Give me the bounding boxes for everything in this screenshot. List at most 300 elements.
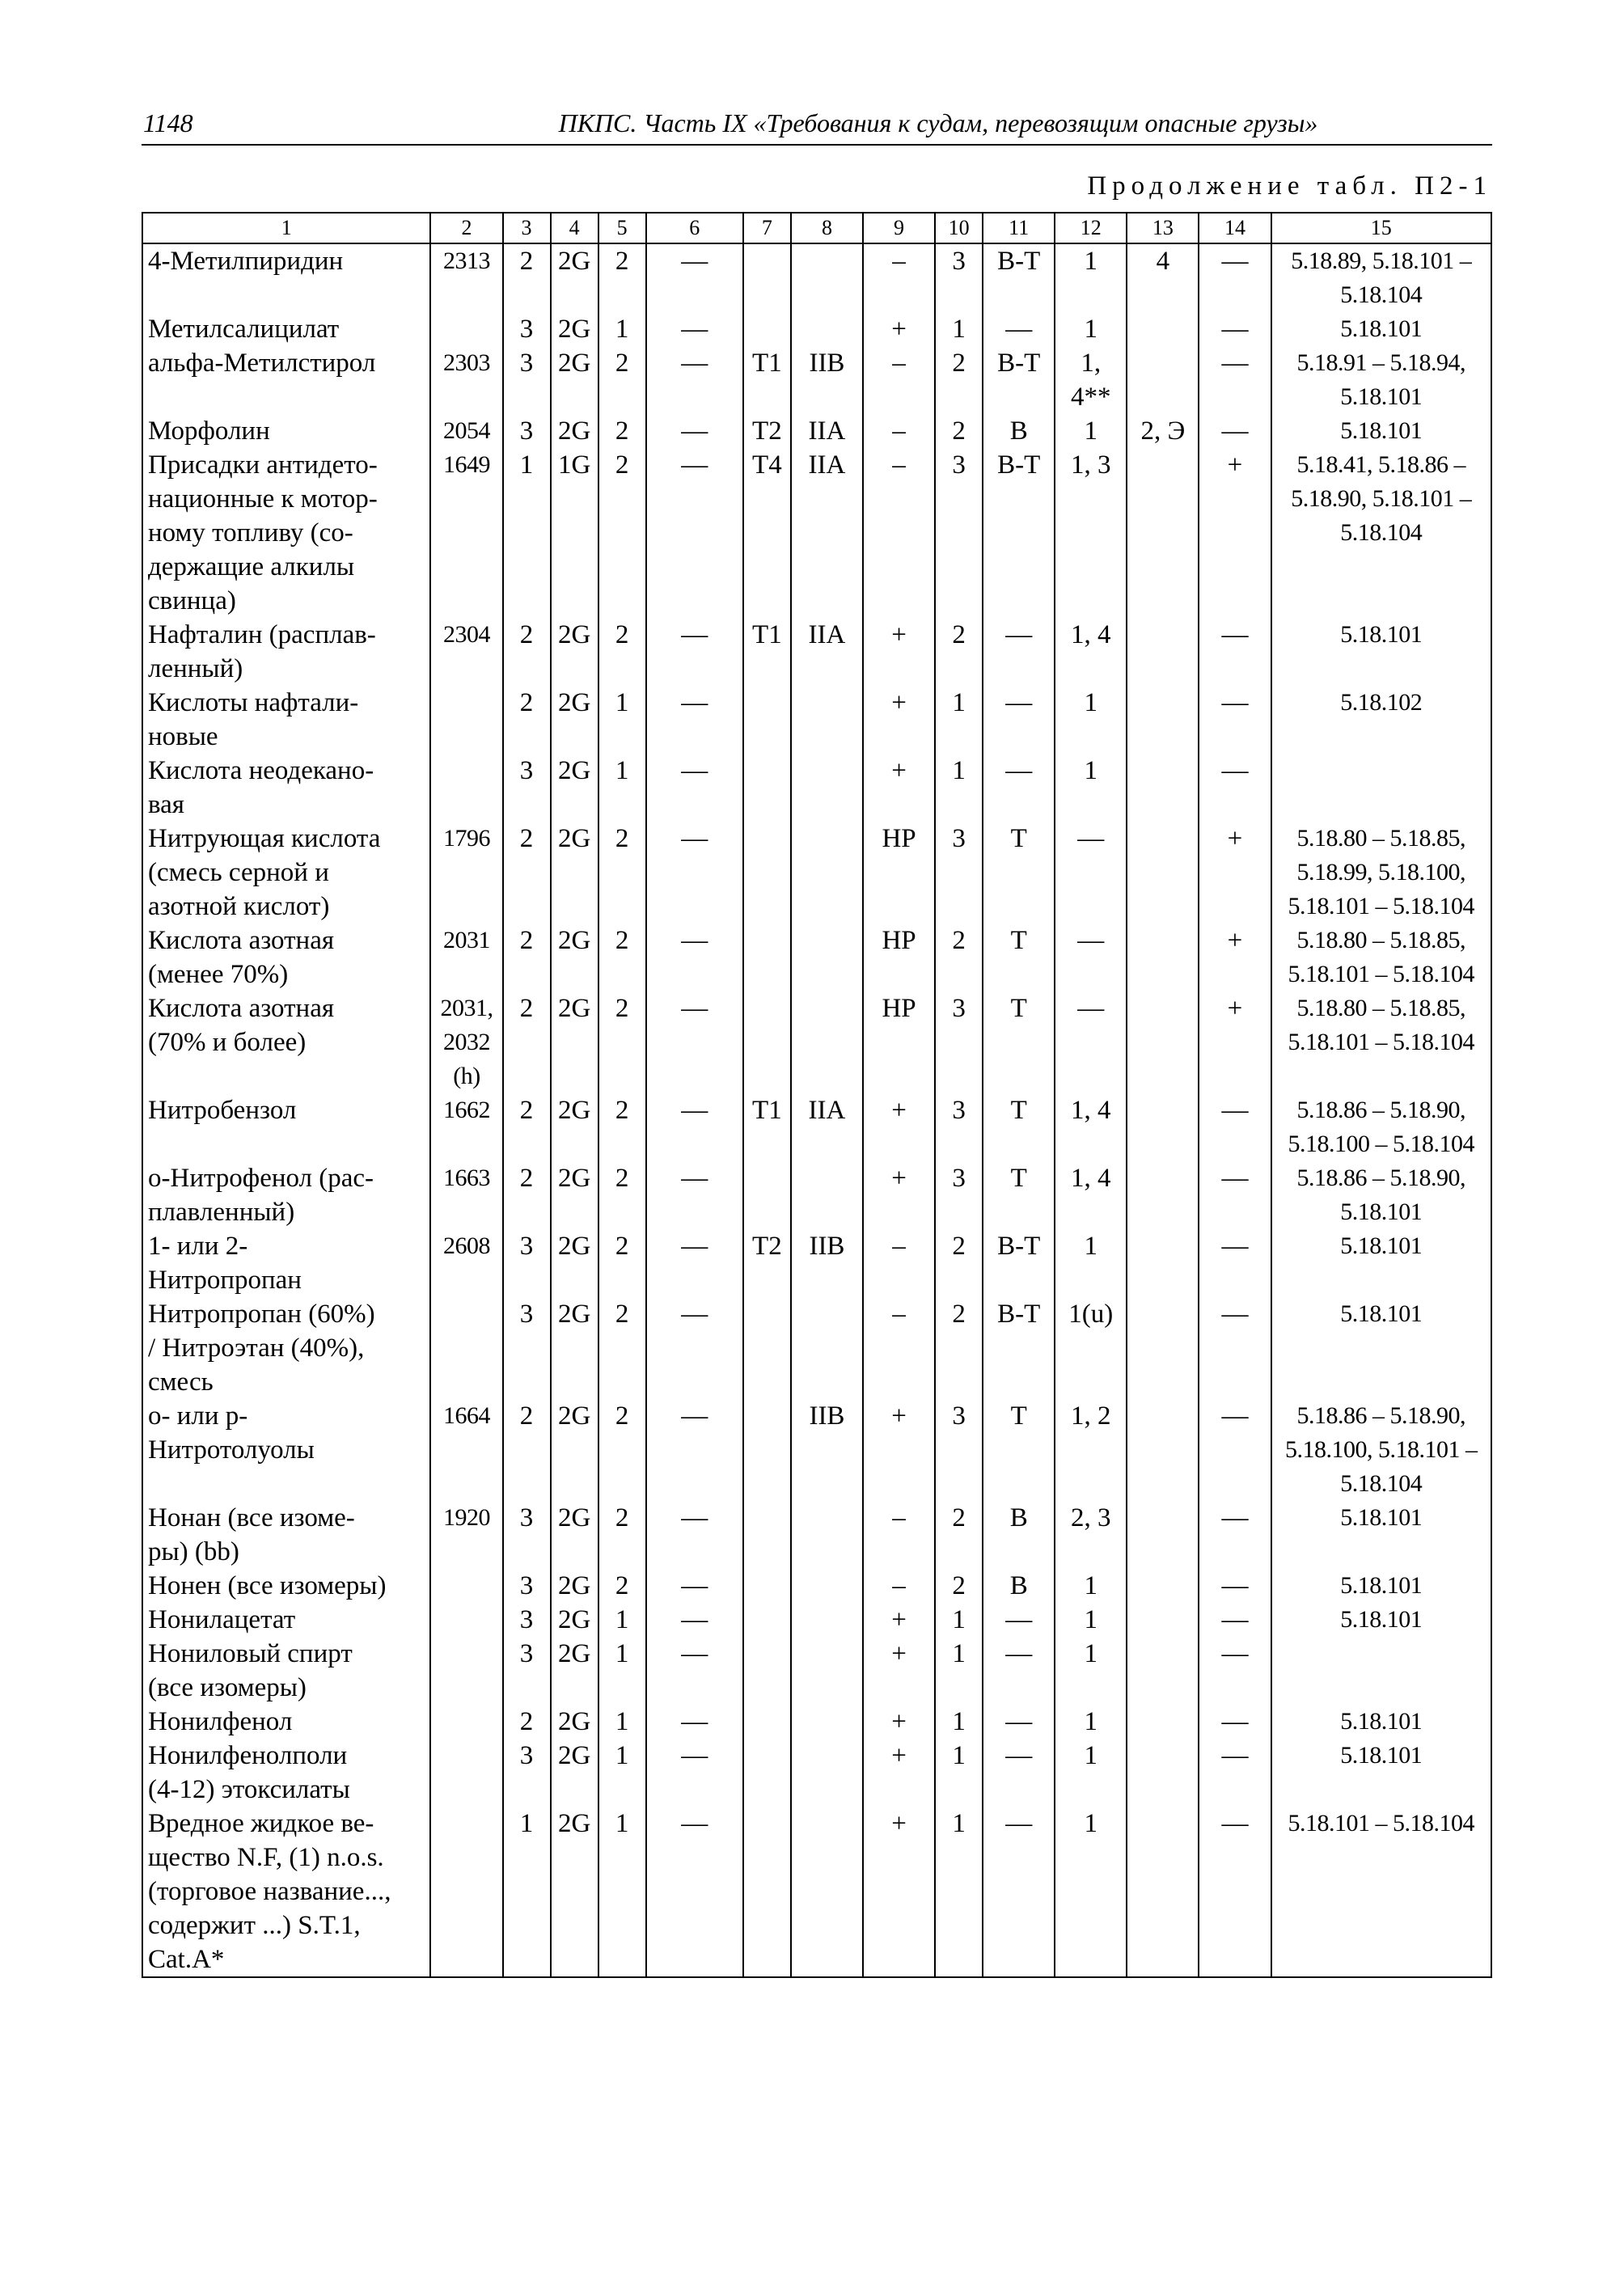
table-cell: 2G — [551, 414, 598, 448]
table-cell: 1, 4 — [1055, 1161, 1127, 1229]
table-cell: В-Т — [983, 346, 1055, 414]
table-cell — [1127, 1161, 1199, 1229]
substance-name-cell: о-Нитрофенол (рас- плавленный) — [142, 1161, 430, 1229]
table-cell: 2 — [935, 618, 983, 686]
table-cell: 2G — [551, 822, 598, 924]
table-cell: В-Т — [983, 448, 1055, 618]
substance-name-cell: Метилсалицилат — [142, 312, 430, 346]
table-cell: Т — [983, 822, 1055, 924]
table-cell: 5.18.101 — [1271, 1501, 1491, 1569]
table-cell: 3 — [935, 243, 983, 312]
substances-table — [142, 212, 1492, 1978]
table-cell: 2, 3 — [1055, 1501, 1127, 1569]
table-cell: + — [863, 754, 935, 822]
table-cell: 1, 4** — [1055, 346, 1127, 414]
table-cell: + — [863, 1093, 935, 1161]
substance-name-cell: Кислота азотная (70% и более) — [142, 991, 430, 1093]
table-cell: 2031, 2032 (h) — [430, 991, 502, 1093]
table-cell: 1, 3 — [1055, 448, 1127, 618]
substance-name-cell: Нафталин (расплав- ленный) — [142, 618, 430, 686]
table-cell: 1649 — [430, 448, 502, 618]
table-cell: – — [863, 414, 935, 448]
table-cell: 2 — [598, 822, 646, 924]
table-cell — [1127, 686, 1199, 754]
table-cell — [1271, 1637, 1491, 1705]
table-cell: 2 — [503, 924, 551, 991]
table-cell: В-Т — [983, 1297, 1055, 1399]
table-cell: 1 — [935, 1603, 983, 1637]
table-cell: 3 — [503, 1229, 551, 1297]
table-row — [142, 1297, 1491, 1399]
table-cell: 1 — [1055, 1705, 1127, 1739]
table-cell: 3 — [503, 414, 551, 448]
table-cell — [743, 312, 791, 346]
table-cell: 3 — [503, 1739, 551, 1807]
table-cell: — — [983, 1637, 1055, 1705]
substance-name-cell: о- или р- Нитротолуолы — [142, 1399, 430, 1501]
column-header: 15 — [1271, 213, 1491, 243]
table-cell: 3 — [935, 991, 983, 1093]
table-cell — [1127, 346, 1199, 414]
table-cell: 1, 4 — [1055, 618, 1127, 686]
table-cell: — — [983, 618, 1055, 686]
table-cell: — — [1199, 243, 1271, 312]
substance-name-cell: 4-Метилпиридин — [142, 243, 430, 312]
running-title: ПКПС. Часть IX «Требования к судам, перевозящим опасные грузы» — [558, 108, 1318, 137]
table-cell: 1 — [1055, 754, 1127, 822]
table-cell: 3 — [935, 1399, 983, 1501]
table-cell: — — [983, 312, 1055, 346]
table-cell: 2G — [551, 686, 598, 754]
table-cell — [1127, 312, 1199, 346]
table-cell: 2G — [551, 1399, 598, 1501]
table-cell — [430, 312, 502, 346]
table-cell — [791, 1637, 863, 1705]
substance-name-cell: Нитробензол — [142, 1093, 430, 1161]
table-cell: 1 — [935, 1807, 983, 1977]
table-cell: Т1 — [743, 618, 791, 686]
table-cell — [743, 1603, 791, 1637]
column-header: 14 — [1199, 213, 1271, 243]
table-cell: 1 — [935, 1705, 983, 1739]
table-cell: 1664 — [430, 1399, 502, 1501]
table-cell: 1 — [1055, 1807, 1127, 1977]
table-cell: — — [646, 414, 743, 448]
table-cell: + — [863, 312, 935, 346]
table-cell: 2G — [551, 991, 598, 1093]
table-cell: 5.18.80 – 5.18.85, 5.18.101 – 5.18.104 — [1271, 991, 1491, 1093]
table-cell: 5.18.101 — [1271, 312, 1491, 346]
table-cell: 2G — [551, 1229, 598, 1297]
table-cell: 3 — [503, 1637, 551, 1705]
table-cell: 2G — [551, 312, 598, 346]
table-cell: 1 — [1055, 312, 1127, 346]
table-cell: 1 — [1055, 243, 1127, 312]
table-cell: 1 — [935, 754, 983, 822]
table-cell: 1 — [1055, 686, 1127, 754]
table-cell — [430, 1603, 502, 1637]
table-cell: 1 — [1055, 1569, 1127, 1603]
substance-name-cell: Присадки антидето- национные к мотор- ному топливу (со- держащие алкилы свинца) — [142, 448, 430, 618]
substance-name-cell: альфа-Метилстирол — [142, 346, 430, 414]
table-cell: 3 — [503, 1603, 551, 1637]
table-cell: 2 — [598, 414, 646, 448]
table-cell — [1127, 1569, 1199, 1603]
table-cell: 2 — [598, 1093, 646, 1161]
table-cell: 1796 — [430, 822, 502, 924]
table-cell: — — [646, 1807, 743, 1977]
table-cell: 2G — [551, 243, 598, 312]
table-cell — [743, 1569, 791, 1603]
table-cell — [743, 1705, 791, 1739]
table-cell — [791, 1501, 863, 1569]
table-cell: — — [646, 312, 743, 346]
table-cell: 2G — [551, 618, 598, 686]
table-cell — [791, 1297, 863, 1399]
table-cell: 2 — [598, 1229, 646, 1297]
table-cell: 2 — [503, 618, 551, 686]
table-cell: + — [1199, 991, 1271, 1093]
table-cell: 2608 — [430, 1229, 502, 1297]
table-cell: 2G — [551, 1161, 598, 1229]
table-cell: Т2 — [743, 414, 791, 448]
table-cell: Т4 — [743, 448, 791, 618]
table-cell — [430, 754, 502, 822]
table-cell — [1127, 1093, 1199, 1161]
table-cell: 1(u) — [1055, 1297, 1127, 1399]
table-cell: 1G — [551, 448, 598, 618]
table-cell: 1 — [503, 448, 551, 618]
table-cell: + — [1199, 448, 1271, 618]
table-cell: 3 — [503, 1501, 551, 1569]
table-cell: НР — [863, 991, 935, 1093]
table-cell — [430, 1739, 502, 1807]
table-cell: Т1 — [743, 346, 791, 414]
table-cell — [1127, 1739, 1199, 1807]
table-cell: 5.18.101 — [1271, 618, 1491, 686]
table-cell: 3 — [503, 1569, 551, 1603]
table-cell: — — [1199, 754, 1271, 822]
table-cell: 1 — [598, 1739, 646, 1807]
table-row — [142, 1807, 1491, 1977]
table-cell — [791, 1739, 863, 1807]
substance-name-cell: Нониловый спирт (все изомеры) — [142, 1637, 430, 1705]
table-cell: 5.18.86 – 5.18.90, 5.18.100 – 5.18.104 — [1271, 1093, 1491, 1161]
substance-name-cell: Вредное жидкое ве- щество N.F, (1) n.o.s. (торговое название..., содержит ...) S.T.1, Cat.A* — [142, 1807, 430, 1977]
table-cell: 1 — [598, 754, 646, 822]
table-cell: + — [863, 618, 935, 686]
table-cell: 5.18.91 – 5.18.94, 5.18.101 — [1271, 346, 1491, 414]
table-cell: + — [863, 1739, 935, 1807]
table-cell: 2G — [551, 346, 598, 414]
table-cell: 1 — [1055, 1229, 1127, 1297]
table-cell: 2G — [551, 1297, 598, 1399]
table-row — [142, 1637, 1491, 1705]
table-cell: 1 — [503, 1807, 551, 1977]
table-cell: – — [863, 243, 935, 312]
table-row — [142, 822, 1491, 924]
table-cell: — — [1199, 1705, 1271, 1739]
table-cell: — — [1199, 1093, 1271, 1161]
table-cell: В-Т — [983, 243, 1055, 312]
table-cell: 2 — [935, 1297, 983, 1399]
table-cell: 3 — [503, 1297, 551, 1399]
column-header: 1 — [142, 213, 430, 243]
table-cell: — — [1055, 991, 1127, 1093]
table-cell — [1127, 924, 1199, 991]
table-cell — [791, 1569, 863, 1603]
table-cell: + — [863, 1399, 935, 1501]
table-cell: 2 — [598, 1161, 646, 1229]
table-cell: 2 — [503, 243, 551, 312]
table-row — [142, 1161, 1491, 1229]
table-cell: 5.18.101 — [1271, 1297, 1491, 1399]
table-cell: + — [1199, 822, 1271, 924]
table-continuation-label: Продолжение табл. П2-1 — [1087, 171, 1492, 201]
column-header: 3 — [503, 213, 551, 243]
table-cell: — — [646, 924, 743, 991]
table-cell: – — [863, 448, 935, 618]
substance-name-cell: Нонилфенол — [142, 1705, 430, 1739]
table-cell: — — [1199, 346, 1271, 414]
table-cell: В — [983, 1501, 1055, 1569]
table-cell: 1, 4 — [1055, 1093, 1127, 1161]
table-cell: 2 — [598, 1501, 646, 1569]
table-cell: 1 — [935, 1739, 983, 1807]
table-cell: — — [646, 448, 743, 618]
substance-name-cell: Нонен (все изомеры) — [142, 1569, 430, 1603]
table-cell — [743, 991, 791, 1093]
table-cell: — — [983, 1705, 1055, 1739]
table-cell: 5.18.101 — [1271, 1705, 1491, 1739]
table-cell: 3 — [935, 822, 983, 924]
table-cell — [1127, 1603, 1199, 1637]
substance-name-cell: Нонилацетат — [142, 1603, 430, 1637]
table-cell — [1127, 991, 1199, 1093]
column-header: 11 — [983, 213, 1055, 243]
table-cell: 5.18.101 — [1271, 1739, 1491, 1807]
table-cell: 1 — [598, 1603, 646, 1637]
table-cell: — — [983, 1603, 1055, 1637]
table-cell: Т — [983, 1093, 1055, 1161]
table-cell — [1127, 1807, 1199, 1977]
table-cell — [743, 243, 791, 312]
table-cell: 2304 — [430, 618, 502, 686]
table-cell: — — [983, 754, 1055, 822]
table-cell: 2 — [598, 1569, 646, 1603]
table-cell: 1663 — [430, 1161, 502, 1229]
table-cell: — — [1199, 312, 1271, 346]
table-cell: 2 — [503, 1161, 551, 1229]
table-cell — [430, 1705, 502, 1739]
table-row — [142, 924, 1491, 991]
table-cell: — — [646, 1093, 743, 1161]
table-cell — [791, 243, 863, 312]
table-cell: – — [863, 1229, 935, 1297]
table-cell — [791, 754, 863, 822]
table-cell — [743, 1297, 791, 1399]
substance-name-cell: Кислота азотная (менее 70%) — [142, 924, 430, 991]
table-cell — [743, 1739, 791, 1807]
table-cell: 5.18.101 — [1271, 1569, 1491, 1603]
table-row — [142, 243, 1491, 312]
table-cell: 3 — [935, 448, 983, 618]
table-cell: 2 — [503, 1093, 551, 1161]
table-cell: 2 — [503, 1399, 551, 1501]
table-cell: В-Т — [983, 1229, 1055, 1297]
table-cell: — — [646, 1399, 743, 1501]
table-cell: Т1 — [743, 1093, 791, 1161]
table-cell — [1127, 754, 1199, 822]
table-cell: 2 — [598, 346, 646, 414]
table-cell: В — [983, 1569, 1055, 1603]
table-cell: — — [983, 686, 1055, 754]
table-cell: 5.18.101 — [1271, 1603, 1491, 1637]
table-cell: В — [983, 414, 1055, 448]
table-cell: 1 — [1055, 1603, 1127, 1637]
table-cell: — — [983, 1807, 1055, 1977]
column-header: 10 — [935, 213, 983, 243]
table-cell: 2054 — [430, 414, 502, 448]
table-row — [142, 1229, 1491, 1297]
table-cell: 5.18.102 — [1271, 686, 1491, 754]
table-cell: 3 — [503, 754, 551, 822]
substance-name-cell: Кислота неодекано- вая — [142, 754, 430, 822]
table-cell — [743, 1637, 791, 1705]
table-cell: НР — [863, 924, 935, 991]
table-cell: 1 — [598, 1705, 646, 1739]
table-cell: 2 — [598, 1399, 646, 1501]
table-cell: — — [646, 1501, 743, 1569]
table-cell: 2 — [598, 448, 646, 618]
table-row — [142, 1705, 1491, 1739]
column-header: 4 — [551, 213, 598, 243]
table-cell — [1127, 1501, 1199, 1569]
table-row — [142, 686, 1491, 754]
table-cell: — — [1199, 618, 1271, 686]
table-cell — [1127, 618, 1199, 686]
table-cell: 2 — [935, 1229, 983, 1297]
table-cell: 1920 — [430, 1501, 502, 1569]
table-cell — [743, 1161, 791, 1229]
table-cell: — — [646, 1603, 743, 1637]
table-cell: 2G — [551, 1569, 598, 1603]
table-cell: + — [1199, 924, 1271, 991]
table-cell: 2G — [551, 924, 598, 991]
table-cell: + — [863, 1637, 935, 1705]
table-cell — [791, 822, 863, 924]
table-cell — [1271, 754, 1491, 822]
table-cell: 2G — [551, 1807, 598, 1977]
table-cell: 1 — [1055, 414, 1127, 448]
substance-name-cell: Нитропропан (60%) / Нитроэтан (40%), смесь — [142, 1297, 430, 1399]
table-cell: 2G — [551, 754, 598, 822]
table-cell — [743, 1501, 791, 1569]
table-cell: — — [646, 754, 743, 822]
table-cell: – — [863, 1501, 935, 1569]
table-cell — [430, 1637, 502, 1705]
table-cell: 1 — [598, 686, 646, 754]
substance-name-cell: Морфолин — [142, 414, 430, 448]
substance-name-cell: Нонилфенолполи (4-12) этоксилаты — [142, 1739, 430, 1807]
table-cell: 5.18.101 — [1271, 1229, 1491, 1297]
table-cell: 1 — [1055, 1637, 1127, 1705]
table-cell: 2G — [551, 1603, 598, 1637]
table-cell: 5.18.101 – 5.18.104 — [1271, 1807, 1491, 1977]
table-cell: IIВ — [791, 346, 863, 414]
table-row — [142, 1093, 1491, 1161]
table-cell: 5.18.41, 5.18.86 – 5.18.90, 5.18.101 – 5.18.104 — [1271, 448, 1491, 618]
running-header — [142, 104, 1492, 146]
substance-name-cell: Нитрующая кислота (смесь серной и азотной кислот) — [142, 822, 430, 924]
table-cell: 1 — [1055, 1739, 1127, 1807]
table-cell: 5.18.89, 5.18.101 – 5.18.104 — [1271, 243, 1491, 312]
table-cell: 5.18.80 – 5.18.85, 5.18.99, 5.18.100, 5.18.101 – 5.18.104 — [1271, 822, 1491, 924]
table-cell: 5.18.86 – 5.18.90, 5.18.100, 5.18.101 – 5.18.104 — [1271, 1399, 1491, 1501]
table-cell: 1, 2 — [1055, 1399, 1127, 1501]
table-cell: 2 — [503, 1705, 551, 1739]
column-header-row — [142, 213, 1491, 243]
table-cell: 2 — [935, 1501, 983, 1569]
table-cell: 2G — [551, 1501, 598, 1569]
substance-name-cell: 1- или 2- Нитропропан — [142, 1229, 430, 1297]
table-row — [142, 1399, 1491, 1501]
table-cell: 1 — [935, 1637, 983, 1705]
table-cell: + — [863, 1807, 935, 1977]
table-cell: 1 — [598, 312, 646, 346]
table-cell: — — [646, 1161, 743, 1229]
table-cell — [791, 1807, 863, 1977]
table-cell: 1 — [598, 1637, 646, 1705]
table-cell — [1127, 1229, 1199, 1297]
table-cell: — — [646, 1569, 743, 1603]
table-cell: — — [1199, 1603, 1271, 1637]
table-row — [142, 414, 1491, 448]
table-cell: — — [646, 618, 743, 686]
table-cell: + — [863, 1705, 935, 1739]
table-row — [142, 991, 1491, 1093]
table-cell: — — [646, 1739, 743, 1807]
table-cell: — — [646, 822, 743, 924]
table-cell — [743, 822, 791, 924]
table-row — [142, 1569, 1491, 1603]
table-cell: — — [646, 1297, 743, 1399]
table-cell: — — [1199, 414, 1271, 448]
table-cell: — — [1199, 1229, 1271, 1297]
table-cell: 5.18.101 — [1271, 414, 1491, 448]
table-cell: 2 — [935, 414, 983, 448]
table-cell — [791, 686, 863, 754]
table-cell: 2 — [598, 243, 646, 312]
table-cell — [743, 1807, 791, 1977]
table-cell: — — [1055, 822, 1127, 924]
table-cell: 3 — [503, 346, 551, 414]
table-cell: НР — [863, 822, 935, 924]
table-cell: 2031 — [430, 924, 502, 991]
table-cell: — — [646, 1229, 743, 1297]
table-cell — [791, 991, 863, 1093]
table-cell: 2G — [551, 1705, 598, 1739]
column-header: 8 — [791, 213, 863, 243]
table-cell: 2 — [935, 1569, 983, 1603]
table-cell — [743, 686, 791, 754]
page-number: 1148 — [143, 108, 193, 137]
table-cell: 1 — [935, 312, 983, 346]
substance-name-cell: Нонан (все изоме- ры) (bb) — [142, 1501, 430, 1569]
table-row — [142, 1501, 1491, 1569]
column-header: 13 — [1127, 213, 1199, 243]
table-cell: — — [646, 686, 743, 754]
